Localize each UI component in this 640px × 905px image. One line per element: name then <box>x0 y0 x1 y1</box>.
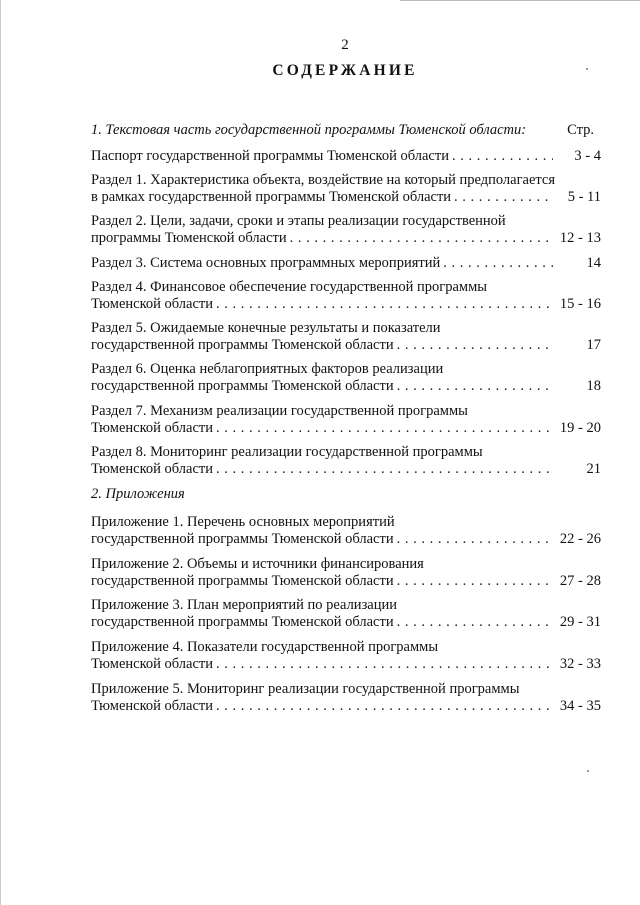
toc-entry-pages: 29 - 31 <box>559 614 601 630</box>
toc-entry-section-7[interactable] <box>91 403 601 437</box>
toc-entry-text: Тюменской области <box>91 656 213 672</box>
toc-entry-text: государственной программы Тюменской области <box>91 614 394 630</box>
dot-leader <box>454 189 553 206</box>
toc-entry-text: Приложение 3. План мероприятий по реализации <box>91 597 398 613</box>
toc-entry-text: Тюменской области <box>91 420 213 436</box>
toc-entry-text: Тюменской области <box>91 698 213 714</box>
toc-entry-pages: 27 - 28 <box>559 573 601 589</box>
toc-entry-text: Раздел 7. Механизм реализации государственной программы <box>91 403 468 419</box>
toc-entry-appendix-5[interactable] <box>91 681 601 715</box>
toc-entry-section-5[interactable] <box>91 320 601 354</box>
toc-entry-section-2[interactable] <box>91 213 601 247</box>
toc-entry-text: программы Тюменской области <box>91 230 287 246</box>
toc-entry-text: Приложение 1. Перечень основных мероприятий <box>91 514 395 530</box>
dot-leader <box>397 614 553 631</box>
toc-entry-text: государственной программы Тюменской области <box>91 573 394 589</box>
section-heading-text-part: 1. Текстовая часть государственной программы Тюменской области: <box>91 122 527 138</box>
toc-entry-appendix-1[interactable] <box>91 514 601 548</box>
toc-entry-pages: 32 - 33 <box>559 656 601 672</box>
toc-entry-text: Раздел 3. Система основных программных мероприятий <box>91 255 441 271</box>
dot-leader <box>216 656 553 673</box>
toc-entry-text: Приложение 5. Мониторинг реализации государственной программы <box>91 681 520 697</box>
toc-entry-text: Тюменской области <box>91 461 213 477</box>
scan-edge-top <box>400 0 640 1</box>
toc-entry-appendix-3[interactable] <box>91 597 601 631</box>
toc-entry-pages: 21 <box>586 461 601 477</box>
page-number: 2 <box>341 37 349 53</box>
toc-entry-text: Паспорт государственной программы Тюменской области <box>91 148 449 164</box>
scan-speck <box>587 770 589 772</box>
section-heading-appendices: 2. Приложения <box>91 486 185 502</box>
dot-leader <box>216 698 553 715</box>
toc-entry-pages: 5 - 11 <box>567 189 601 205</box>
dot-leader <box>397 573 553 590</box>
toc-entry-text: Раздел 6. Оценка неблагоприятных факторов реализации <box>91 361 444 377</box>
toc-entry-text: государственной программы Тюменской области <box>91 337 394 353</box>
toc-entry-section-6[interactable] <box>91 361 601 395</box>
dot-leader <box>397 337 553 354</box>
toc-entry-text: Приложение 2. Объемы и источники финансирования <box>91 556 424 572</box>
toc-entry-text: Приложение 4. Показатели государственной программы <box>91 639 439 655</box>
toc-entry-section-4[interactable] <box>91 279 601 313</box>
dot-leader <box>290 230 553 247</box>
toc-entry-pages: 34 - 35 <box>559 698 601 714</box>
toc-entry-pages: 3 - 4 <box>574 148 601 164</box>
dot-leader <box>452 148 553 165</box>
toc-entry-text: Раздел 4. Финансовое обеспечение государственной программы <box>91 279 487 295</box>
toc-entry-text: государственной программы Тюменской области <box>91 531 394 547</box>
toc-entry-text: Раздел 8. Мониторинг реализации государственной программы <box>91 444 483 460</box>
dot-leader <box>216 420 553 437</box>
toc-entry-pages: 18 <box>586 378 601 394</box>
scan-edge-left <box>0 0 1 905</box>
toc-entry-pages: 15 - 16 <box>559 296 601 312</box>
dot-leader <box>443 255 553 272</box>
toc-entry-passport[interactable] <box>91 148 601 165</box>
dot-leader <box>216 296 553 313</box>
toc-entry-appendix-4[interactable] <box>91 639 601 673</box>
toc-entry-pages: 17 <box>586 337 601 353</box>
toc-title: СОДЕРЖАНИЕ <box>272 62 418 79</box>
toc-entry-section-3[interactable] <box>91 255 601 272</box>
dot-leader <box>397 378 553 395</box>
toc-entry-pages: 22 - 26 <box>559 531 601 547</box>
toc-entry-appendix-2[interactable] <box>91 556 601 590</box>
toc-entry-text: Раздел 5. Ожидаемые конечные результаты и показатели <box>91 320 441 336</box>
toc-entry-text: государственной программы Тюменской области <box>91 378 394 394</box>
pages-column-label: Стр. <box>567 122 594 138</box>
toc-entry-pages: 14 <box>586 255 601 271</box>
toc-entry-pages: 19 - 20 <box>559 420 601 436</box>
dot-leader <box>216 461 553 478</box>
toc-entry-section-8[interactable] <box>91 444 601 478</box>
toc-entry-text: Тюменской области <box>91 296 213 312</box>
dot-leader <box>397 531 553 548</box>
toc-entry-pages: 12 - 13 <box>559 230 601 246</box>
toc-entry-text: Раздел 1. Характеристика объекта, воздействие на который предполагается <box>91 172 556 188</box>
toc-entry-text: в рамках государственной программы Тюменской области <box>91 189 452 205</box>
toc-entry-text: Раздел 2. Цели, задачи, сроки и этапы реализации государственной <box>91 213 506 229</box>
toc-entry-section-1[interactable] <box>91 172 601 206</box>
